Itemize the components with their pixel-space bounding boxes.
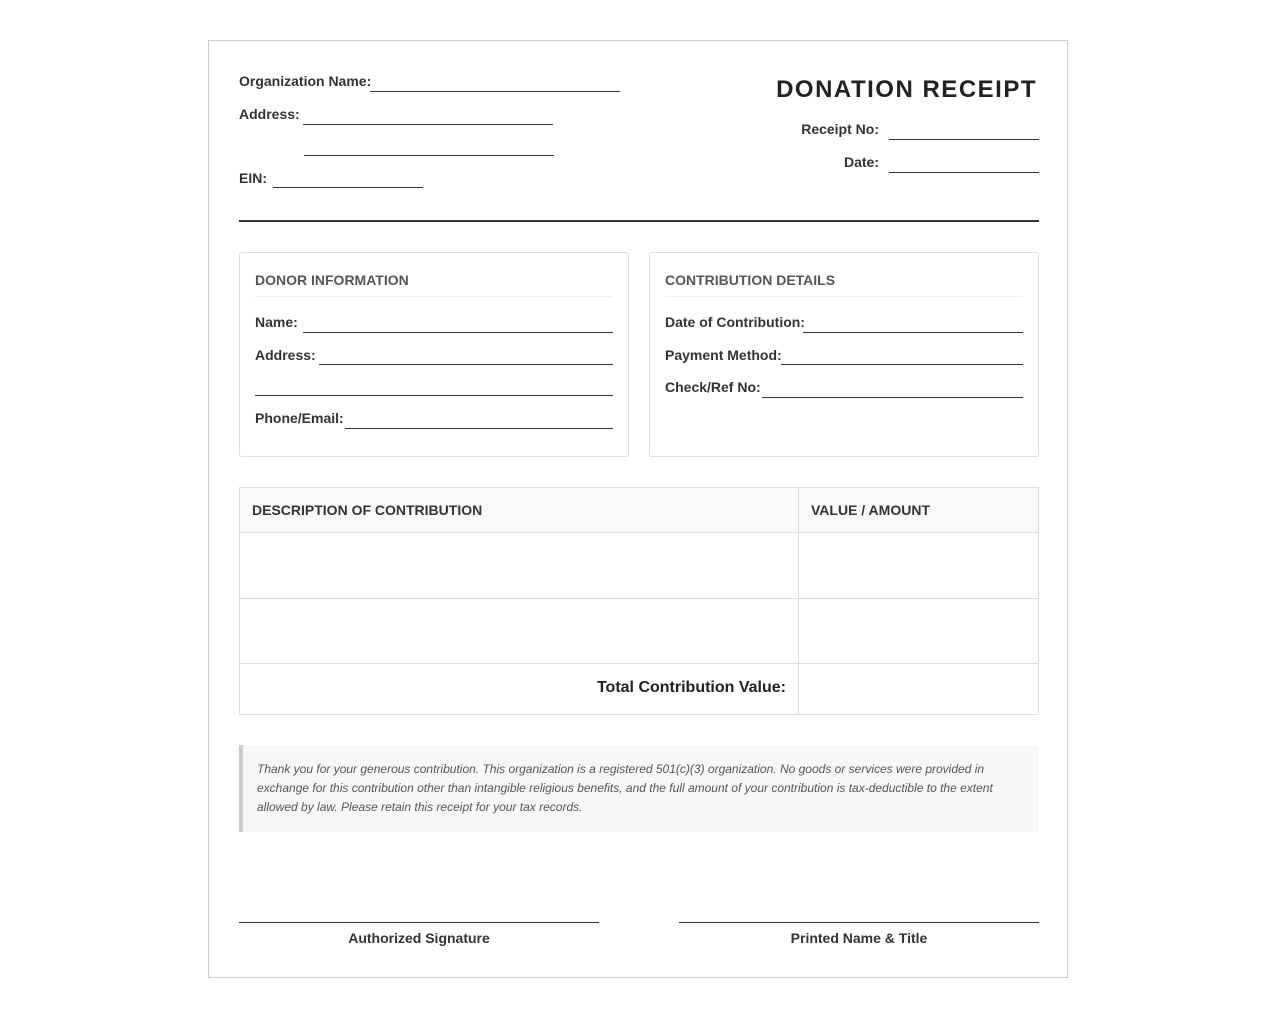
org-name-label: Organization Name: [239, 73, 372, 89]
donor-address-field-line-2[interactable] [255, 395, 613, 396]
description-cell-row-1[interactable] [240, 533, 798, 598]
contribution-date-label: Date of Contribution: [665, 314, 805, 330]
org-address-label: Address: [239, 106, 300, 122]
contribution-table [239, 487, 1039, 715]
receipt-no-field[interactable] [889, 139, 1039, 140]
org-address-field-line-2[interactable] [304, 155, 554, 156]
contribution-details-section [649, 252, 1039, 457]
donor-info-title: DONOR INFORMATION [255, 272, 409, 288]
contribution-date-field[interactable] [803, 332, 1023, 333]
description-cell-row-2[interactable] [240, 599, 798, 663]
total-value-cell[interactable] [799, 664, 1038, 714]
donor-name-label: Name: [255, 314, 298, 330]
donor-name-field[interactable] [303, 332, 613, 333]
value-cell-row-1[interactable] [799, 533, 1038, 598]
payment-method-field[interactable] [781, 364, 1023, 365]
donor-info-divider [255, 296, 613, 297]
total-contribution-label: Total Contribution Value: [596, 679, 786, 696]
tax-disclaimer-note: Thank you for your generous contribution. This organization is a registered 501(c)(3) organization. No goods or services were provided in exchange for this contribution other than intangible religious benefits, and the full amount of your contribution is tax-deductible to the extent allowed by law. Please retain this receipt for your tax records. [239, 745, 1039, 832]
value-cell-row-2[interactable] [799, 599, 1038, 663]
payment-method-label: Payment Method: [665, 347, 782, 363]
receipt-no-label: Receipt No: [801, 121, 879, 137]
contribution-details-divider [665, 296, 1023, 297]
ein-label: EIN: [239, 170, 267, 186]
donor-phone-email-field[interactable] [345, 428, 613, 429]
donor-info-section [239, 252, 629, 457]
page-title: DONATION RECEIPT [776, 76, 1037, 103]
ein-field[interactable] [273, 187, 423, 188]
date-field[interactable] [889, 172, 1039, 173]
header-divider [239, 220, 1039, 222]
donor-address-label: Address: [255, 347, 316, 363]
value-column-header: VALUE / AMOUNT [811, 502, 930, 518]
donor-address-field-line-1[interactable] [319, 364, 613, 365]
org-name-field[interactable] [370, 91, 620, 92]
printed-name-label: Printed Name & Title [790, 930, 928, 946]
description-column-header: DESCRIPTION OF CONTRIBUTION [252, 502, 483, 518]
check-ref-field[interactable] [762, 397, 1023, 398]
donor-phone-email-label: Phone/Email: [255, 410, 344, 426]
org-address-field-line-1[interactable] [303, 124, 553, 125]
date-label: Date: [843, 154, 879, 170]
printed-name-line[interactable] [679, 922, 1039, 923]
receipt-page [208, 40, 1068, 978]
contribution-details-title: CONTRIBUTION DETAILS [665, 272, 836, 288]
authorized-signature-label: Authorized Signature [348, 930, 490, 946]
check-ref-label: Check/Ref No: [665, 379, 761, 395]
authorized-signature-line[interactable] [239, 922, 599, 923]
